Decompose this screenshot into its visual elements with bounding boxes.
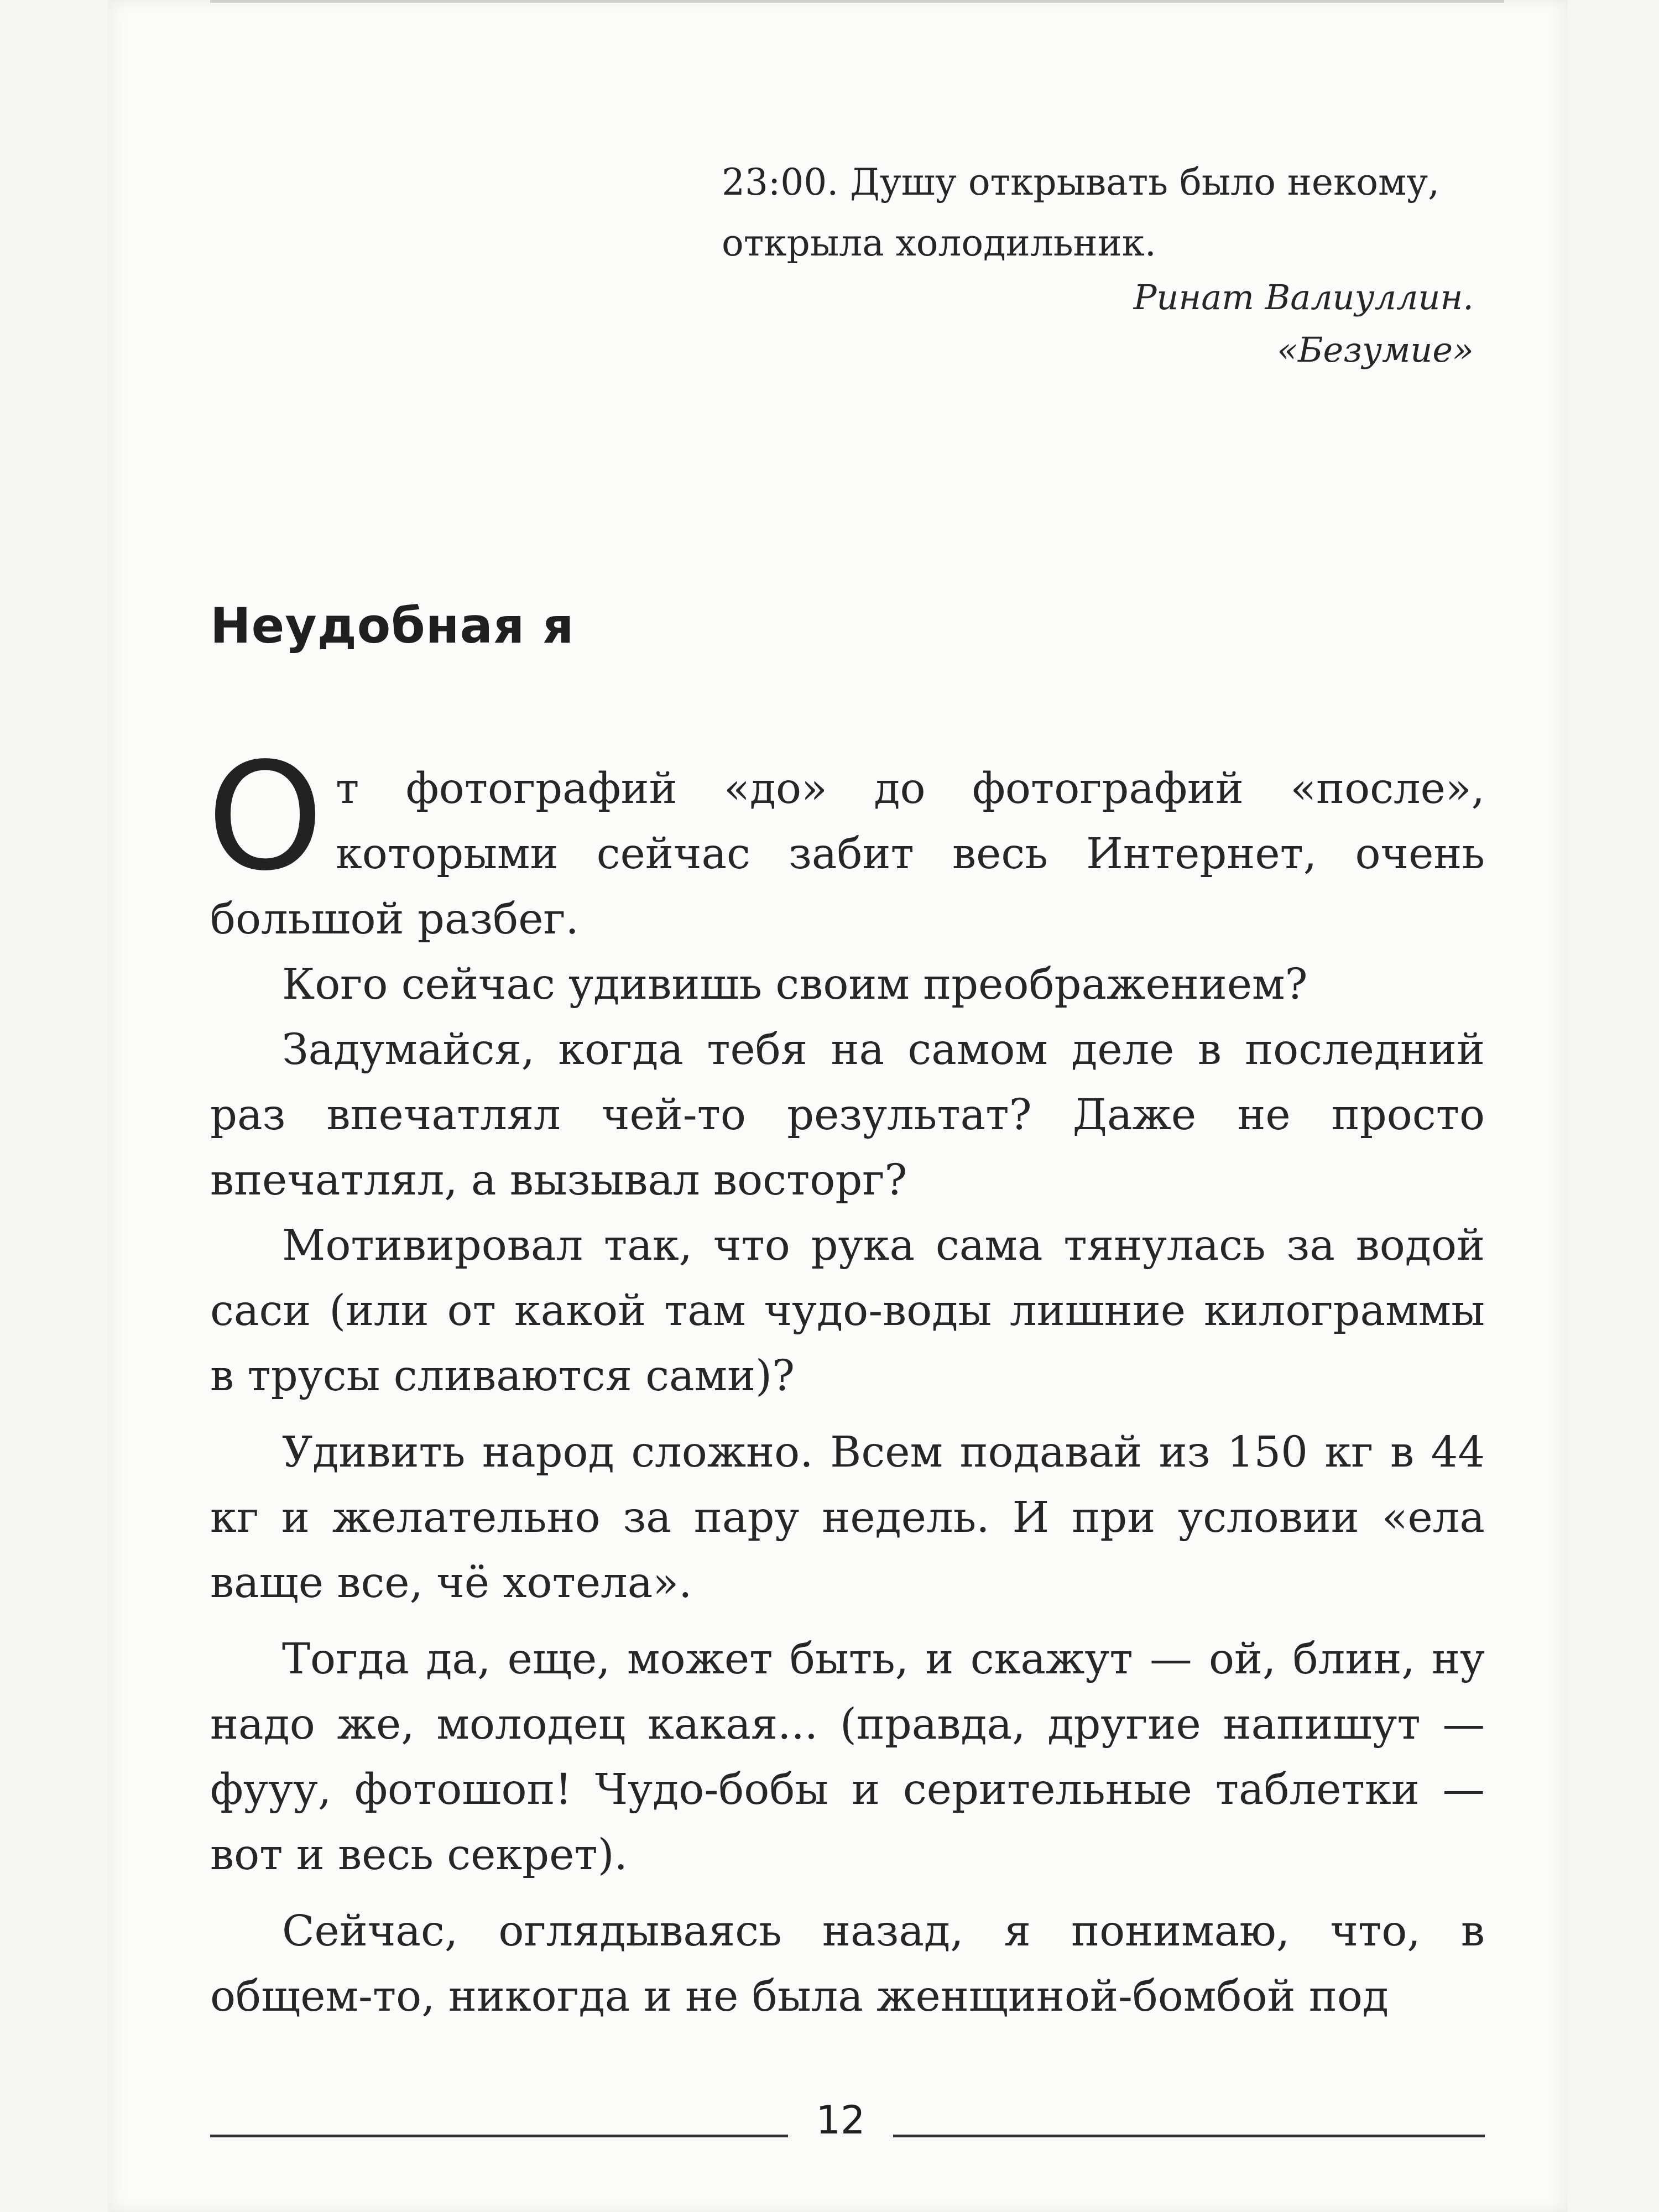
paragraph-3: Задумайся, когда тебя на самом деле в последний раз впечатлял чей-то результат? Даже не просто впечатлял, а вызывал восторг? bbox=[210, 1025, 1485, 1205]
paragraph-6: Тогда да, еще, может быть, и скажут — ой, блин, ну надо же, молодец какая... (правда, другие напишут — фууу, фотошоп! Чудо-бобы и серительные таблетки — вот и весь секрет). bbox=[210, 1635, 1485, 1880]
paragraph-1-text: т фотографий «до» до фотографий «после», которыми сейчас забит весь Интернет, очень большой разбег. bbox=[210, 764, 1485, 944]
footer-rule-left bbox=[210, 2135, 788, 2137]
epigraph-attribution bbox=[1134, 271, 1474, 376]
paragraph-1 bbox=[207, 731, 1485, 952]
chapter-title: Неудобная я bbox=[210, 597, 575, 654]
epigraph-source: «Безумие» bbox=[1277, 330, 1474, 370]
epigraph-author: Ринат Валиуллин. bbox=[1133, 277, 1474, 317]
top-divider bbox=[210, 0, 1504, 3]
epigraph-line-1: 23:00. Душу открывать было некому, bbox=[722, 161, 1440, 204]
body-text bbox=[207, 731, 1485, 2030]
paragraph-2: Кого сейчас удивишь своим преображением? bbox=[282, 960, 1308, 1009]
epigraph-line-2: открыла холодильник. bbox=[722, 222, 1156, 264]
paragraph-7: Сейчас, оглядываясь назад, я понимаю, что, в общем-то, никогда и не была женщиной-бомбой под bbox=[210, 1907, 1485, 2021]
paragraph-5: Удивить народ сложно. Всем подавай из 150 кг в 44 кг и желательно за пару недель. И при условии «ела ваще все, чё хотела». bbox=[210, 1428, 1485, 1608]
paragraph-4: Мотивировал так, что рука сама тянулась за водой саси (или от какой там чудо-воды лишние килограммы в трусы сливаются сами)? bbox=[210, 1221, 1485, 1401]
footer-rule-right bbox=[893, 2135, 1485, 2137]
page-number: 12 bbox=[816, 2098, 865, 2143]
epigraph bbox=[722, 152, 1485, 274]
drop-cap: О bbox=[207, 731, 324, 904]
